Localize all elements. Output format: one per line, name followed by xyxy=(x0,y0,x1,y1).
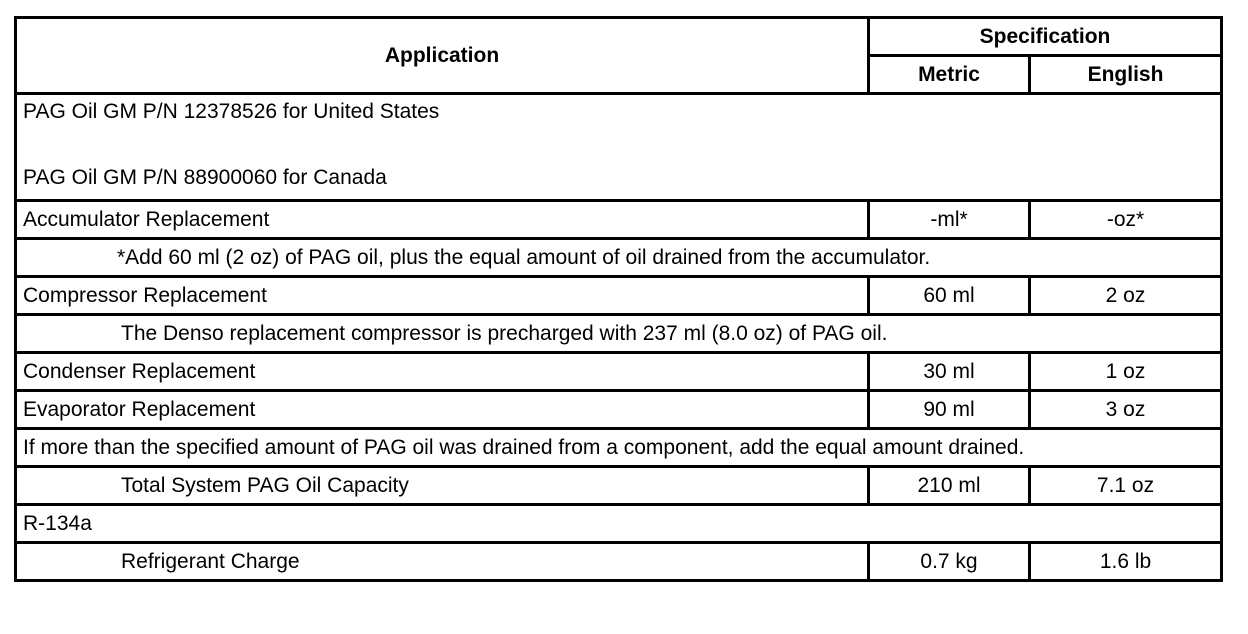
total-english: 7.1 oz xyxy=(1030,467,1222,505)
total-metric: 210 ml xyxy=(869,467,1030,505)
table-row xyxy=(16,277,1222,315)
refrigerant-type: R-134a xyxy=(16,505,1222,543)
table-row xyxy=(16,429,1222,467)
table-row xyxy=(16,543,1222,581)
compressor-metric: 60 ml xyxy=(869,277,1030,315)
pag-oil-row xyxy=(16,94,1222,201)
refrigerant-charge-label: Refrigerant Charge xyxy=(16,543,869,581)
specification-table xyxy=(14,16,1223,582)
evaporator-label: Evaporator Replacement xyxy=(16,391,869,429)
pag-oil-cell xyxy=(16,94,1222,201)
total-label: Total System PAG Oil Capacity xyxy=(16,467,869,505)
condenser-metric: 30 ml xyxy=(869,353,1030,391)
accumulator-metric: -ml* xyxy=(869,201,1030,239)
pag-oil-canada: PAG Oil GM P/N 88900060 for Canada xyxy=(23,166,387,189)
english-header: English xyxy=(1030,56,1222,94)
application-header: Application xyxy=(16,18,869,94)
table-row xyxy=(16,315,1222,353)
accumulator-note: *Add 60 ml (2 oz) of PAG oil, plus the equal amount of oil drained from the accumulator. xyxy=(16,239,1222,277)
table-row xyxy=(16,353,1222,391)
evaporator-english: 3 oz xyxy=(1030,391,1222,429)
pag-oil-us: PAG Oil GM P/N 12378526 for United States xyxy=(23,100,440,123)
condenser-english: 1 oz xyxy=(1030,353,1222,391)
compressor-label: Compressor Replacement xyxy=(16,277,869,315)
refrigerant-charge-metric: 0.7 kg xyxy=(869,543,1030,581)
refrigerant-charge-english: 1.6 lb xyxy=(1030,543,1222,581)
specification-header: Specification xyxy=(869,18,1222,56)
accumulator-english: -oz* xyxy=(1030,201,1222,239)
drained-note: If more than the specified amount of PAG oil was drained from a component, add the equal amount drained. xyxy=(16,429,1222,467)
metric-header: Metric xyxy=(869,56,1030,94)
table-row xyxy=(16,239,1222,277)
header-row-top xyxy=(16,18,1222,56)
pag-oil-spacer xyxy=(23,128,1214,161)
table-row xyxy=(16,467,1222,505)
compressor-note: The Denso replacement compressor is precharged with 237 ml (8.0 oz) of PAG oil. xyxy=(16,315,1222,353)
evaporator-metric: 90 ml xyxy=(869,391,1030,429)
compressor-english: 2 oz xyxy=(1030,277,1222,315)
condenser-label: Condenser Replacement xyxy=(16,353,869,391)
accumulator-label: Accumulator Replacement xyxy=(16,201,869,239)
table-row xyxy=(16,391,1222,429)
table-row xyxy=(16,201,1222,239)
table-row xyxy=(16,505,1222,543)
